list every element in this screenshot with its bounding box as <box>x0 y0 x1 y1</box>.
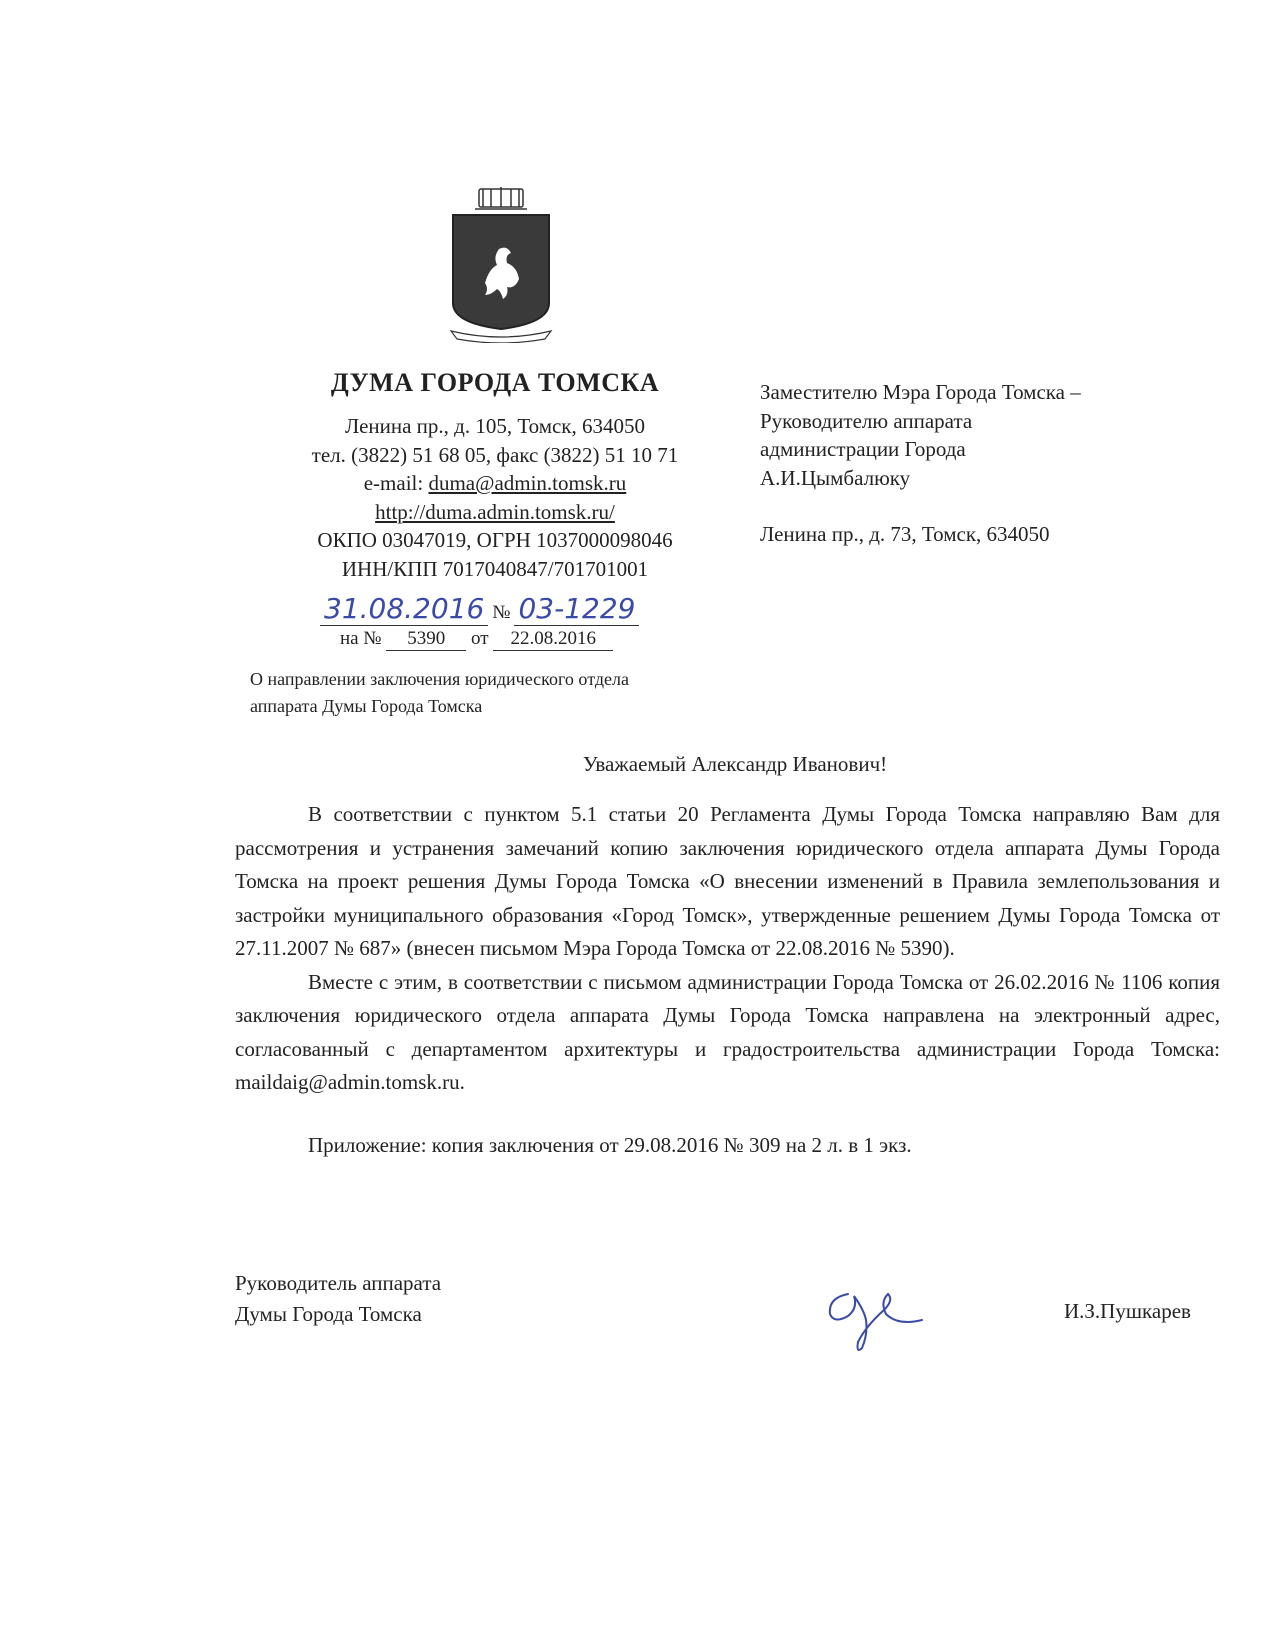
position-line-1: Руководитель аппарата <box>235 1271 442 1295</box>
addressee-line-2: Руководителю аппарата <box>760 408 973 433</box>
reference-date: 22.08.2016 <box>493 628 613 651</box>
organization-details <box>250 412 740 583</box>
reference-prefix: на № <box>340 628 382 649</box>
body-paragraph-1: В соответствии с пунктом 5.1 статьи 20 Регламента Думы Города Томска направляю Вам для рассмотрения и устранения замечаний копию заключения юридического отдела аппарата Думы Города Томска на проект решения Думы Города Томска «О внесении изменений в Правила землепользования и застройки муниципального образования «Город Томск», утвержденные решением Думы Города Томска от 27.11.2007 № 687» (внесен письмом Мэра Города Томска от 22.08.2016 № 5390). <box>235 802 1220 960</box>
addressee-line-1: Заместителю Мэра Города Томска – <box>760 380 1081 404</box>
subject-line-1: О направлении заключения юридического отдела <box>250 669 629 689</box>
addressee-address: Ленина пр., д. 73, Томск, 634050 <box>760 522 1050 546</box>
reference-line <box>340 628 613 651</box>
appendix-note: Приложение: копия заключения от 29.08.2016 № 309 на 2 л. в 1 экз. <box>308 1133 912 1157</box>
reference-number: 5390 <box>386 628 466 651</box>
organization-phone-fax: тел. (3822) 51 68 05, факс (3822) 51 10 71 <box>311 442 679 467</box>
coat-of-arms-emblem <box>445 183 557 343</box>
handwritten-signature <box>818 1280 928 1355</box>
organization-email-line <box>250 469 740 498</box>
organization-okpo-ogrn: ОКПО 03047019, ОГРН 1037000098046 <box>317 528 673 552</box>
letter-subject <box>250 666 770 720</box>
addressee-name: А.И.Цымбалюку <box>760 465 911 490</box>
registration-line <box>320 592 639 625</box>
reference-from: от <box>470 628 489 649</box>
addressee-block <box>760 378 1081 549</box>
organization-inn-kpp: ИНН/КПП 7017040847/701701001 <box>341 556 649 581</box>
registration-date: 31.08.2016 <box>320 592 488 626</box>
addressee-line-3: администрации Города <box>760 437 966 461</box>
email-link[interactable]: duma@admin.tomsk.ru <box>428 471 627 495</box>
website-link[interactable]: http://duma.admin.tomsk.ru/ <box>375 499 615 524</box>
signatory-name: И.З.Пушкарев <box>1064 1299 1191 1323</box>
organization-address: Ленина пр., д. 105, Томск, 634050 <box>344 414 646 438</box>
email-label: e-mail: <box>363 471 429 495</box>
signatory-position <box>235 1268 441 1330</box>
body-paragraph-2: Вместе с этим, в соответствии с письмом администрации Города Томска от 26.02.2016 № 1106 копия заключения юридического отдела аппарата Думы Города Томска направлена на электронный адрес, согласованный с департаментом архитектуры и градостроительства администрации Города Томска: maildaig@admin.tomsk.ru. <box>235 969 1220 1094</box>
registration-number: 03-1229 <box>514 592 639 626</box>
greeting: Уважаемый Александр Иванович! <box>582 752 888 776</box>
subject-line-2: аппарата Думы Города Томска <box>250 696 483 716</box>
organization-title: ДУМА ГОРОДА ТОМСКА <box>330 368 660 397</box>
number-sign: № <box>492 602 511 623</box>
letter-body <box>235 798 1220 1100</box>
position-line-2: Думы Города Томска <box>235 1302 422 1326</box>
